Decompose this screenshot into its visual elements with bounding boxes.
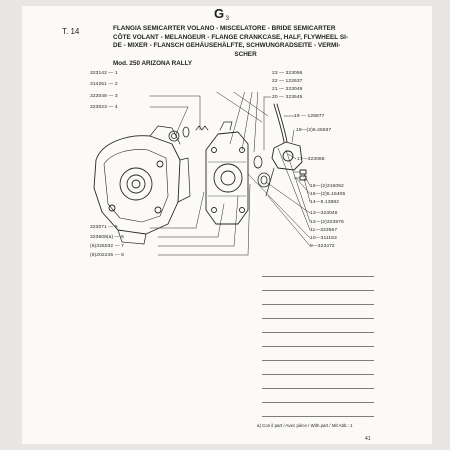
title-line: SCHER bbox=[234, 50, 257, 58]
part-callout: 19 — 125877 bbox=[294, 114, 325, 119]
seal-parts-drawing bbox=[169, 126, 208, 141]
title-line: FLANGIA SEMICARTER VOLANO - MISCELATORE - BRIDE SEMICARTER bbox=[113, 25, 336, 32]
footnote: a) Con il part / Avec pièce / With part / Mit Abb.: 1 bbox=[257, 423, 353, 428]
part-callout: 15—(2)5.16405 bbox=[310, 192, 346, 197]
sheet-code: $G_3$ bbox=[214, 6, 230, 22]
exploded-view-diagram bbox=[88, 92, 328, 272]
part-callout: 314251 — 2 bbox=[90, 82, 118, 87]
notes-lines bbox=[262, 276, 374, 418]
title-block bbox=[113, 25, 378, 69]
title-line: CÔTE VOLANT - MELANGEUR - FLANGE CRANKCASE, HALF, FLYWHEEL SI- bbox=[113, 33, 349, 41]
part-callout: 10—311163 bbox=[310, 236, 337, 241]
part-callout: 323023 — 4 bbox=[90, 105, 118, 110]
part-callout: 11—323567 bbox=[310, 228, 338, 233]
part-callout: (6)202245 — 8 bbox=[90, 253, 124, 258]
part-callout: 23 — 323066 bbox=[272, 71, 303, 76]
page-number: 41 bbox=[365, 436, 371, 442]
part-callout: 17—323068 bbox=[297, 157, 325, 162]
part-callout: 323142 — 1 bbox=[90, 71, 118, 76]
part-callout: 14—5.13882 bbox=[310, 200, 340, 205]
model-name: Mod. 250 ARIZONA RALLY bbox=[113, 60, 193, 68]
part-callout: 13—323046 bbox=[310, 211, 338, 216]
title-line: DE - MIXER - FLANSCH GEHÄUSEHÄLFTE, SCHWUNGRADSEITE - VERMI- bbox=[113, 42, 341, 50]
part-callout: 323608(a) — 6 bbox=[90, 235, 124, 240]
part-callout: (6)326032 — 7 bbox=[90, 244, 124, 249]
part-callout: 323071 — 5 bbox=[90, 225, 118, 230]
sheet-code-sub: 3 bbox=[225, 16, 230, 22]
flange-drawing bbox=[206, 122, 248, 224]
part-callout: 20 — 323545 bbox=[272, 95, 303, 100]
part-callout: 16—(2)315092 bbox=[310, 184, 344, 189]
part-callout: 323048 — 3 bbox=[90, 94, 118, 99]
leader-lines-right bbox=[230, 92, 310, 246]
part-callout: 9—323472 bbox=[310, 244, 335, 249]
crankcase-half-drawing bbox=[94, 126, 190, 244]
part-callout: 22 — 122637 bbox=[272, 79, 303, 84]
part-callout: 12—(2)323978 bbox=[310, 220, 344, 225]
table-number: T. 14 bbox=[62, 27, 80, 36]
part-callout: 18—(2)6.45637 bbox=[296, 128, 332, 133]
leader-lines-left bbox=[150, 92, 268, 255]
part-callout: 21 — 323049 bbox=[272, 87, 303, 92]
